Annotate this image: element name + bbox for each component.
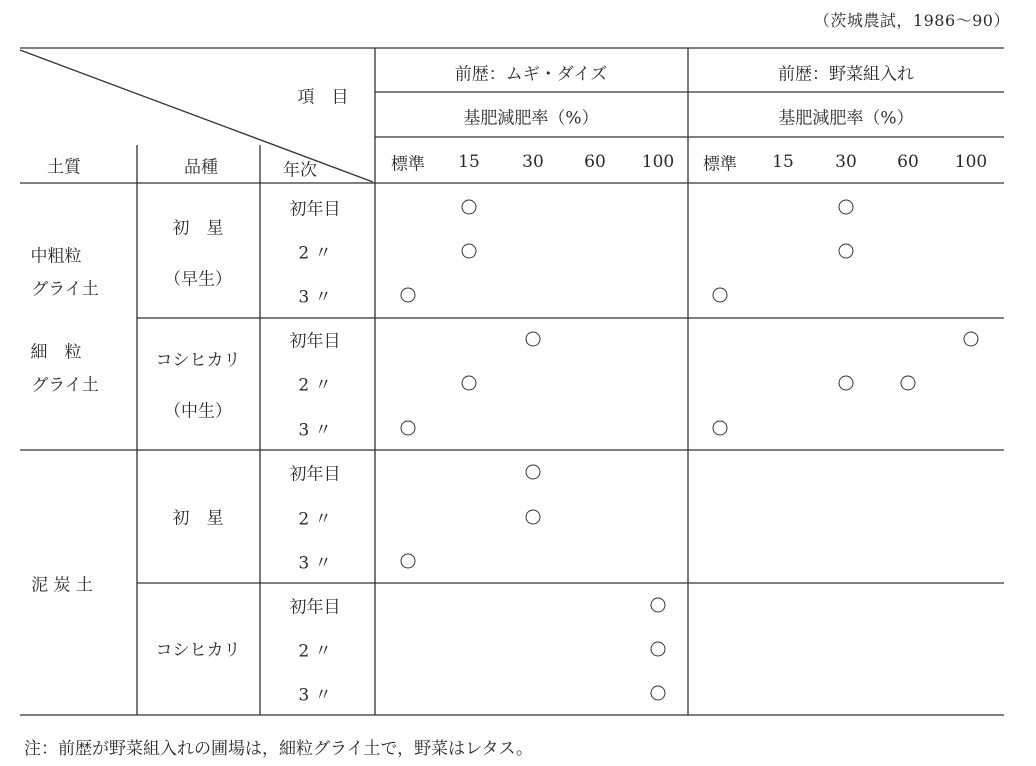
rate-a-standard: 標準 [391, 154, 425, 175]
year-label: 初年目 [289, 331, 341, 352]
circle-mark [462, 376, 477, 391]
circle-mark [964, 332, 979, 347]
variety-label: （早生） [164, 269, 232, 290]
year-label: 初年目 [289, 597, 341, 618]
circle-mark [526, 332, 541, 347]
circle-mark [839, 244, 854, 259]
soil-label: 中粗粒 [30, 246, 82, 267]
circle-mark [839, 200, 854, 215]
variety-label: コシヒカリ [155, 640, 241, 661]
rate-b-15: 15 [772, 152, 794, 172]
circle-mark [651, 642, 666, 657]
circle-mark [401, 288, 416, 303]
header-group-b: 前歴：野菜組入れ [778, 64, 914, 85]
header-rate-b: 基肥減肥率（%） [778, 108, 914, 129]
year-label: 3 〃 [298, 553, 332, 574]
variety-label: コシヒカリ [155, 350, 241, 371]
year-label: 2 〃 [298, 641, 332, 662]
rate-a-60: 60 [584, 152, 606, 172]
circle-mark [651, 686, 666, 701]
soil-label: グライ土 [31, 279, 99, 300]
rate-a-15: 15 [458, 152, 480, 172]
year-label: 初年目 [289, 464, 341, 485]
header-variety: 品種 [184, 157, 218, 178]
soil-label: 泥 炭 土 [31, 575, 93, 596]
variety-label: 初 星 [172, 508, 224, 529]
circle-mark [651, 598, 666, 613]
soil-label: 細 粒 [30, 342, 82, 363]
circle-mark [901, 376, 916, 391]
header-year: 年次 [283, 160, 317, 181]
circle-mark [839, 376, 854, 391]
circle-mark [462, 200, 477, 215]
year-label: 3 〃 [298, 420, 332, 441]
year-label: 3 〃 [298, 287, 332, 308]
rate-b-30: 30 [835, 152, 857, 172]
year-label: 3 〃 [298, 685, 332, 706]
year-label: 2 〃 [298, 243, 332, 264]
circle-mark [713, 288, 728, 303]
footnote: 注：前歴が野菜組入れの圃場は，細粒グライ土で，野菜はレタス。 [24, 739, 533, 759]
header-item: 項 目 [297, 87, 349, 108]
rate-a-100: 100 [641, 152, 675, 172]
circle-mark [526, 510, 541, 525]
soil-label: グライ土 [31, 375, 99, 396]
circle-mark [401, 554, 416, 569]
rate-b-100: 100 [954, 152, 988, 172]
header-group-a: 前歴：ムギ・ダイズ [454, 64, 608, 85]
year-label: 2 〃 [298, 509, 332, 530]
circle-mark [526, 465, 541, 480]
variety-label: （中生） [164, 401, 232, 422]
circle-mark [401, 421, 416, 436]
source-citation: （茨城農試，1986～90） [813, 11, 1010, 30]
rate-b-60: 60 [897, 152, 919, 172]
year-label: 初年目 [289, 199, 341, 220]
variety-label: 初 星 [172, 218, 224, 239]
circle-mark [462, 244, 477, 259]
header-rate-a: 基肥減肥率（%） [463, 108, 599, 129]
header-soil: 土質 [47, 157, 81, 178]
year-label: 2 〃 [298, 375, 332, 396]
circle-mark [713, 421, 728, 436]
rate-a-30: 30 [522, 152, 544, 172]
rate-b-standard: 標準 [703, 154, 737, 175]
